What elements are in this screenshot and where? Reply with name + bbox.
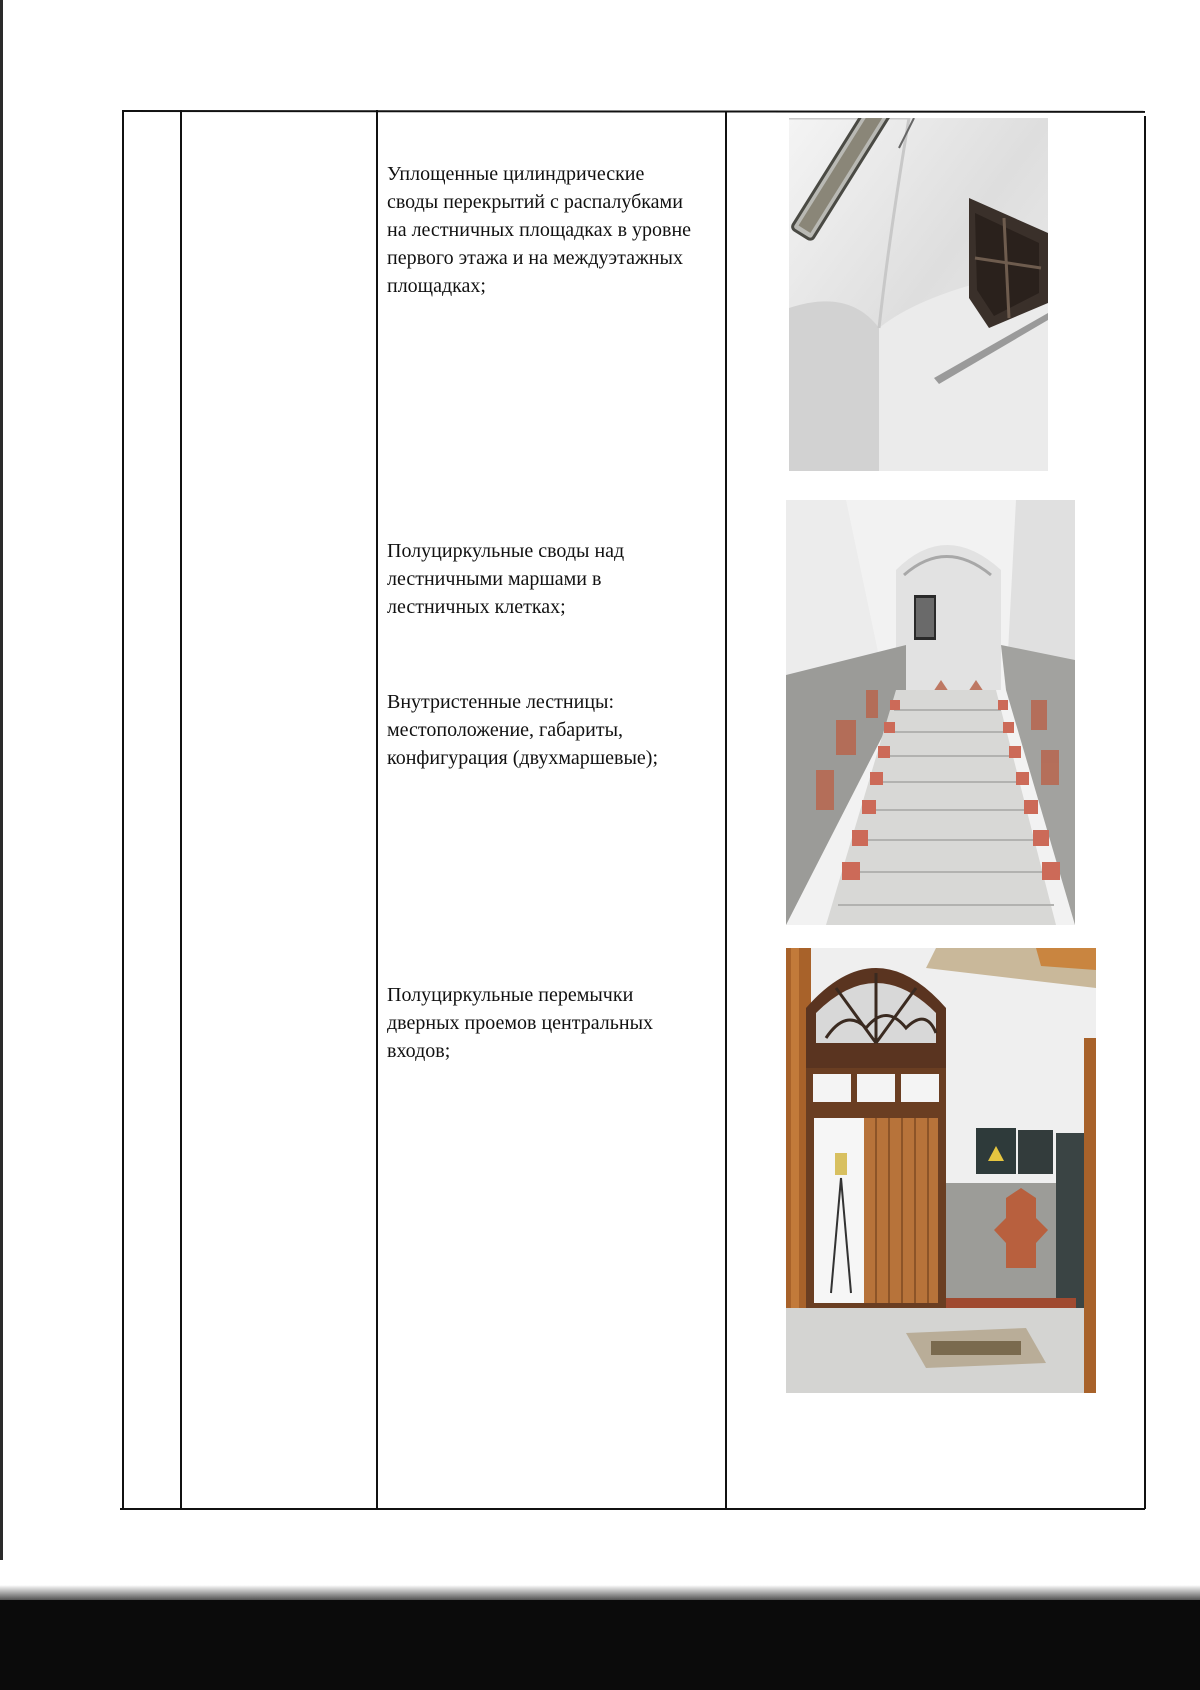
description-semicircular-vaults: Полуциркульные своды над лестничными маршами в лестничных клетках; xyxy=(387,540,625,618)
description-vaults: Уплощенные цилиндрические своды перекрытий с распалубками на лестничных площадках в уровне первого этажа и на междуэтажных площадках; xyxy=(387,163,692,297)
table-column-divider-3 xyxy=(725,111,727,1509)
vaulted-ceiling-photo xyxy=(789,118,1048,471)
staircase-photo xyxy=(786,500,1075,925)
table-top-border xyxy=(123,110,1145,112)
table-left-border xyxy=(122,110,124,1510)
table-right-border xyxy=(1144,116,1146,1509)
description-door-lintels: Полуциркульные перемычки дверных проемов центральных входов; xyxy=(387,984,654,1062)
scan-bottom-edge xyxy=(0,1600,1200,1690)
table-column-divider-2 xyxy=(376,110,378,1510)
arched-doorway-photo xyxy=(786,948,1096,1393)
description-intrawall-stairs: Внутристенные лестницы: местоположение, габариты, конфигурация (двухмаршевые); xyxy=(387,691,658,769)
table-column-divider-1 xyxy=(180,110,182,1510)
table-bottom-border xyxy=(120,1508,1145,1510)
scan-left-edge xyxy=(0,0,3,1560)
